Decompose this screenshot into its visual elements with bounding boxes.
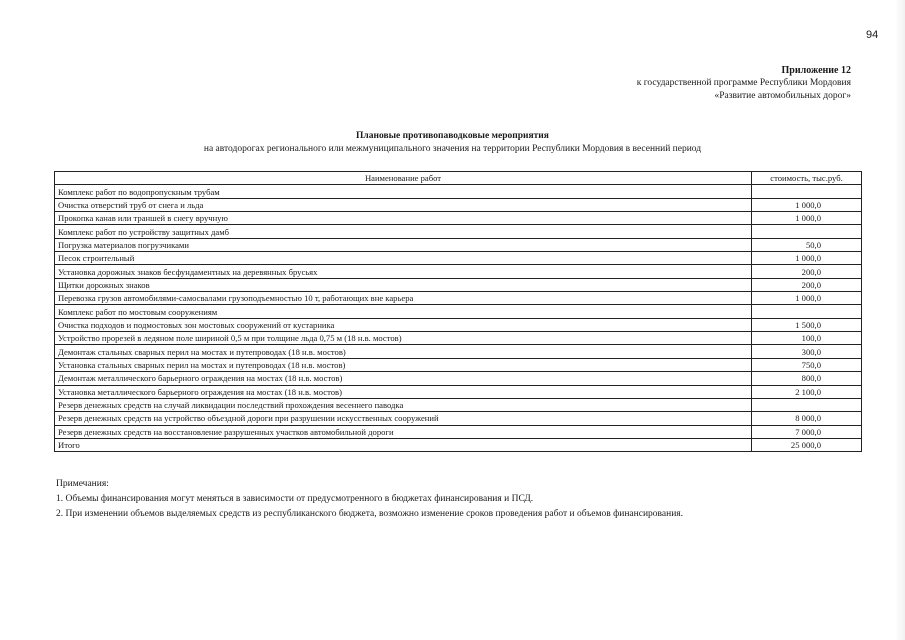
table-row (55, 292, 862, 305)
total-cost: 25 000,0 (752, 438, 862, 451)
work-name: Щитки дорожных знаков (55, 278, 752, 291)
work-cost: 750,0 (752, 358, 862, 371)
work-cost: 1 000,0 (752, 212, 862, 225)
scan-edge-shadow (895, 0, 905, 640)
work-name: Очистка отверстий труб от снега и льда (55, 198, 752, 211)
appendix-line-program-name: «Развитие автомобильных дорог» (714, 91, 851, 101)
table-row (55, 238, 862, 251)
work-name: Демонтаж металлического барьерного ограждения на мостах (18 н.в. мостов) (55, 372, 752, 385)
table-row (55, 305, 862, 318)
table-row (55, 345, 862, 358)
total-label: Итого (55, 438, 752, 451)
work-name: Резерв денежных средств на устройство объездной дороги при разрушении искусственных сооружений (55, 412, 752, 425)
work-cost (752, 398, 862, 411)
work-name: Установка стальных сварных перил на мостах и путепроводах (18 н.в. мостов) (55, 358, 752, 371)
work-name: Резерв денежных средств на случай ликвидации последствий прохождения весеннего паводка (55, 398, 752, 411)
notes-block (56, 477, 876, 522)
table-row (55, 372, 862, 385)
works-table (54, 171, 862, 452)
document-heading (0, 130, 905, 156)
work-cost: 1 000,0 (752, 198, 862, 211)
work-name: Перевозка грузов автомобилями-самосвалами грузоподъемностью 10 т, работающих вне карьера (55, 292, 752, 305)
work-name: Песок строительный (55, 252, 752, 265)
table-row (55, 318, 862, 331)
table-row (55, 412, 862, 425)
page-number: 94 (866, 29, 879, 41)
table-header-row (55, 172, 862, 185)
column-header-name: Наименование работ (55, 172, 752, 185)
table-row (55, 358, 862, 371)
work-name: Комплекс работ по мостовым сооружениям (55, 305, 752, 318)
work-name: Установка металлического барьерного ограждения на мостах (18 н.в. мостов) (55, 385, 752, 398)
work-cost: 50,0 (752, 238, 862, 251)
table-row (55, 198, 862, 211)
notes-title: Примечания: (56, 479, 109, 489)
document-subtitle: на автодорогах регионального или межмуниципального значения на территории Республики Мордовия в весенний период (203, 144, 702, 154)
appendix-line-program: к государственной программе Республики Мордовия (636, 78, 851, 88)
work-cost (752, 185, 862, 198)
table-row (55, 252, 862, 265)
table-row (55, 265, 862, 278)
work-name: Демонтаж стальных сварных перил на мостах и путепроводах (18 н.в. мостов) (55, 345, 752, 358)
work-name: Прокопка канав или траншей в снегу вручную (55, 212, 752, 225)
work-cost: 1 000,0 (752, 252, 862, 265)
table-row (55, 212, 862, 225)
work-cost: 300,0 (752, 345, 862, 358)
table-row (55, 278, 862, 291)
work-name: Очистка подходов и подмостовых зон мостовых сооружений от кустарника (55, 318, 752, 331)
document-title: Плановые противопаводковые мероприятия (356, 131, 549, 141)
work-cost (752, 305, 862, 318)
work-cost: 1 000,0 (752, 292, 862, 305)
table-row (55, 225, 862, 238)
appendix-block (531, 64, 851, 103)
table-row (55, 185, 862, 198)
table-row (55, 398, 862, 411)
column-header-cost: стоимость, тыс.руб. (752, 172, 862, 185)
table-row (55, 425, 862, 438)
work-cost: 1 500,0 (752, 318, 862, 331)
work-cost: 8 000,0 (752, 412, 862, 425)
note-item-1: 1. Объемы финансирования могут меняться в зависимости от предусмотренного в бюджетах финансирования и ПСД. (56, 494, 534, 504)
work-name: Установка дорожных знаков бесфундаментных на деревянных брусьях (55, 265, 752, 278)
table-row (55, 332, 862, 345)
table-total-row (55, 438, 862, 451)
work-cost (752, 225, 862, 238)
work-name: Устройство прорезей в ледяном поле шириной 0,5 м при толщине льда 0,75 м (18 н.в. мостов) (55, 332, 752, 345)
table-row (55, 385, 862, 398)
work-cost: 2 100,0 (752, 385, 862, 398)
work-name: Комплекс работ по водопропускным трубам (55, 185, 752, 198)
work-cost: 100,0 (752, 332, 862, 345)
appendix-title: Приложение 12 (781, 65, 851, 76)
work-cost: 200,0 (752, 265, 862, 278)
note-item-2: 2. При изменении объемов выделяемых средств из республиканского бюджета, возможно изменение сроков проведения работ и объемов финансирования. (56, 509, 684, 519)
work-name: Резерв денежных средств на восстановление разрушенных участков автомобильной дороги (55, 425, 752, 438)
work-cost: 200,0 (752, 278, 862, 291)
work-name: Погрузка материалов погрузчиками (55, 238, 752, 251)
work-cost: 800,0 (752, 372, 862, 385)
work-name: Комплекс работ по устройству защитных дамб (55, 225, 752, 238)
work-cost: 7 000,0 (752, 425, 862, 438)
